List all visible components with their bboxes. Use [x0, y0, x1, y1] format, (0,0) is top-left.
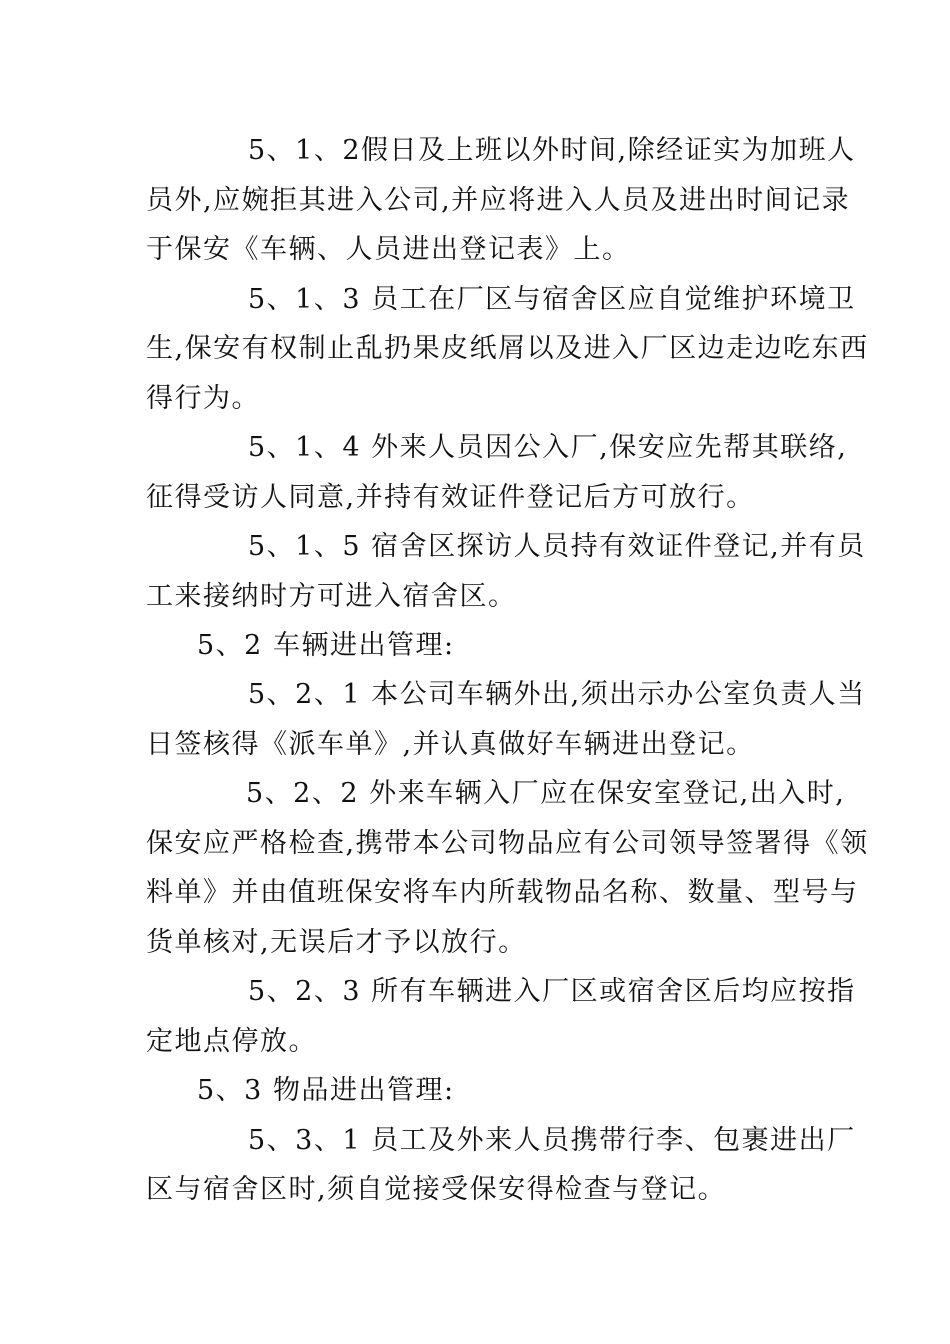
paragraph-5-2-2-line-1: 5、2、2 外来车辆入厂应在保安室登记,出入时,	[246, 778, 846, 809]
paragraph-5-2-3-line-2: 定地点停放。	[146, 1026, 317, 1057]
section-5-2-heading: 5、2 车辆进出管理:	[197, 630, 455, 661]
paragraph-5-1-3-line-2: 生,保安有权制止乱扔果皮纸屑以及进入厂区边走边吃东西	[146, 333, 869, 364]
paragraph-5-3-1-line-2: 区与宿舍区时,须自觉接受保安得检查与登记。	[146, 1174, 727, 1205]
paragraph-5-2-1-line-2: 日签核得《派车单》,并认真做好车辆进出登记。	[146, 729, 755, 760]
paragraph-5-3-1-line-1: 5、3、1 员工及外来人员携带行李、包裹进出厂	[248, 1125, 856, 1156]
paragraph-5-1-4-line-2: 征得受访人同意,并持有效证件登记后方可放行。	[146, 482, 755, 513]
paragraph-5-1-2-line-1: 5、1、2假日及上班以外时间,除经证实为加班人	[248, 135, 856, 166]
paragraph-5-2-3-line-1: 5、2、3 所有车辆进入厂区或宿舍区后均应按指	[248, 976, 856, 1007]
paragraph-5-1-2-line-2: 员外,应婉拒其进入公司,并应将进入人员及进出时间记录	[146, 185, 851, 216]
paragraph-5-1-5-line-1: 5、1、5 宿舍区探访人员持有效证件登记,并有员	[248, 531, 866, 562]
paragraph-5-1-5-line-2: 工来接纳时方可进入宿舍区。	[146, 581, 517, 612]
paragraph-5-2-2-line-4: 货单核对,无误后才予以放行。	[146, 927, 527, 958]
paragraph-5-1-3-line-3: 得行为。	[146, 383, 260, 414]
section-5-3-heading: 5、3 物品进出管理:	[197, 1075, 455, 1106]
paragraph-5-1-4-line-1: 5、1、4 外来人员因公入厂,保安应先帮其联络,	[248, 432, 848, 463]
paragraph-5-2-2-line-3: 料单》并由值班保安将车内所载物品名称、数量、型号与	[146, 877, 859, 908]
paragraph-5-1-3-line-1: 5、1、3 员工在厂区与宿舍区应自觉维护环境卫	[248, 284, 856, 315]
paragraph-5-2-1-line-1: 5、2、1 本公司车辆外出,须出示办公室负责人当	[248, 679, 866, 710]
paragraph-5-1-2-line-3: 于保安《车辆、人员进出登记表》上。	[146, 234, 631, 265]
paragraph-5-2-2-line-2: 保安应严格检查,携带本公司物品应有公司领导签署得《领	[146, 828, 869, 859]
